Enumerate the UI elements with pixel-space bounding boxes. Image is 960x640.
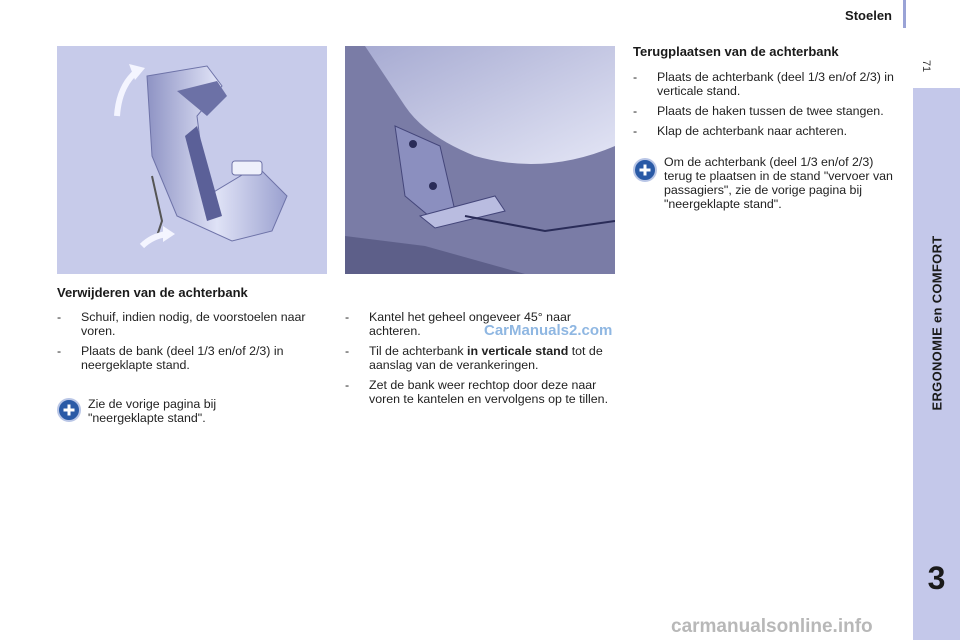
bolt xyxy=(409,140,417,148)
list-item: - Plaats de bank (deel 1/3 en/of 2/3) in neergeklapte stand. xyxy=(57,344,284,372)
seat-tilt-drawing xyxy=(57,46,327,274)
plus-info-icon xyxy=(633,158,657,182)
refit-note: Om de achterbank (deel 1/3 en/of 2/3) terug te plaatsen in de stand "vervoer van passagiers", zie de vorige pagina bij "neergeklapte stand". xyxy=(664,155,893,211)
chapter-label xyxy=(913,88,960,558)
step-text: Plaats de achterbank (deel 1/3 en/of 2/3) in verticale stand. xyxy=(657,70,894,98)
curved-arrow-icon xyxy=(117,64,145,116)
seat-handle xyxy=(232,161,262,175)
list-item: - Zet de bank weer rechtop door deze naar voren te kantelen en vervolgens op te tillen. xyxy=(345,378,609,406)
step-text: Schuif, indien nodig, de voorstoelen naar voren. xyxy=(81,310,306,338)
illustration-anchorage xyxy=(345,46,615,274)
list-item: - Kantel het geheel ongeveer 45° naar achteren. xyxy=(345,310,571,338)
step-text-pre: Til de achterbank xyxy=(369,344,468,358)
step-text: Zet de bank weer rechtop door deze naar voren te kantelen en vervolgens op te tillen. xyxy=(369,378,609,406)
remove-steps-left xyxy=(57,310,332,378)
section-title-refit: Terugplaatsen van de achterbank xyxy=(633,44,839,59)
header-divider xyxy=(903,0,906,28)
page-number: 71 xyxy=(920,59,933,73)
refit-steps xyxy=(633,70,903,144)
step-text-post: tot de aanslag van de verankeringen. xyxy=(369,344,603,372)
chapter-number: 3 xyxy=(927,560,946,596)
step-text: Plaats de haken tussen de twee stangen. xyxy=(657,104,884,118)
plus-info-icon xyxy=(57,398,81,422)
chapter-label-text: ERGONOMIE en COMFORT xyxy=(929,235,944,411)
step-text: Kantel het geheel ongeveer 45° naar achteren. xyxy=(369,310,571,338)
anchorage-drawing xyxy=(345,46,615,274)
list-item: - Klap de achterbank naar achteren. xyxy=(633,124,848,138)
illustration-seat-tilt xyxy=(57,46,327,274)
list-item: - Schuif, indien nodig, de voorstoelen naar voren. xyxy=(57,310,306,338)
list-item: - Til de achterbank in verticale stand tot de aanslag van de verankeringen. xyxy=(345,344,603,372)
step-text: Klap de achterbank naar achteren. xyxy=(657,124,848,138)
carmanualsonline-watermark: carmanualsonline.info xyxy=(671,616,873,637)
list-item: - Plaats de haken tussen de twee stangen. xyxy=(633,104,884,118)
section-title-remove: Verwijderen van de achterbank xyxy=(57,285,248,300)
bolt xyxy=(429,182,437,190)
list-item: - Plaats de achterbank (deel 1/3 en/of 2/3) in verticale stand. xyxy=(633,70,894,98)
remove-note: Zie de vorige pagina bij "neergeklapte stand". xyxy=(88,397,217,425)
carmanuals-watermark: CarManuals2.com xyxy=(484,322,613,339)
step-text: Plaats de bank (deel 1/3 en/of 2/3) in neergeklapte stand. xyxy=(81,344,284,372)
step-text-bold: in verticale stand xyxy=(467,344,569,358)
page-section-title: Stoelen xyxy=(845,8,892,23)
